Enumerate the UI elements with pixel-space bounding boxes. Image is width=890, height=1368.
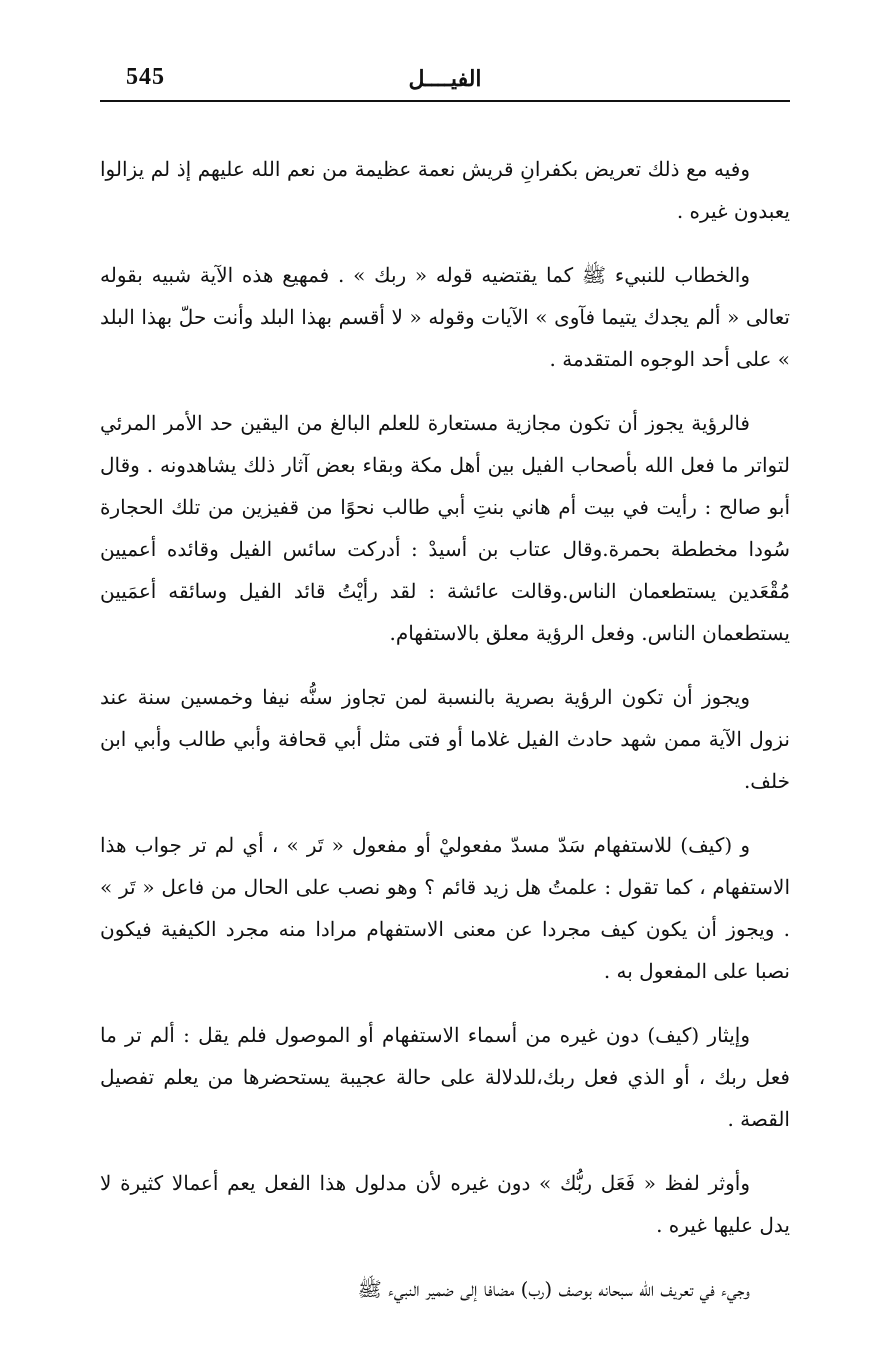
paragraph: وإيثار (كيف) دون غيره من أسماء الاستفهام أو الموصول فلم يقل : ألم تر ما فعل ربك ، أو الذي فعل ربك،للدلالة على حالة عجيبة يستحضرها من يعلم تفصيل القصة . — [100, 1023, 790, 1131]
paragraph: والخطاب للنبيء ﷺ كما يقتضيه قوله « ربك » . فمهيع هذه الآية شبيه بقوله تعالى « ألم يجدك يتيما فآوى » الآيات وقوله « لا أقسم بهذا البلد وأنت حلّ بهذا البلد » على أحد الوجوه المتقدمة . — [100, 263, 790, 371]
header-rule — [100, 100, 790, 102]
running-title: الفيــــل — [408, 66, 482, 92]
paragraph: وفيه مع ذلك تعريض بكفرانِ قريش نعمة عظيمة من نعم الله عليهم إذ لم يزالوا يعبدون غيره . — [100, 157, 790, 223]
paragraph: وجيء في تعريف الله سبحانه بوصف (رب) مضافا إلى ضمير النبيء ﷺ — [357, 1277, 750, 1301]
body-text — [100, 148, 790, 1310]
paragraph: وأوثر لفظ « فَعَل ربُّك » دون غيره لأن مدلول هذا الفعل يعم أعمالا كثيرة لا يدل عليها غيره . — [100, 1171, 790, 1237]
page-number: 545 — [126, 64, 165, 90]
paragraph: و (كيف) للاستفهام سَدّ مسدّ مفعوليْ أو مفعول « تَر » ، أي لم تر جواب هذا الاستفهام ، كما تقول : علمتُ هل زيد قائم ؟ وهو نصب على الحال من فاعل « تَر » . ويجوز أن يكون كيف مجردا عن معنى الاستفهام مرادا منه مجرد الكيفية فيكون نصبا على المفعول به . — [100, 833, 790, 983]
paragraph: فالرؤية يجوز أن تكون مجازية مستعارة للعلم البالغ من اليقين حد الأمر المرئي لتواتر ما فعل الله بأصحاب الفيل بين أهل مكة وبقاء بعض آثار ذلك يشاهدونه . وقال أبو صالح : رأيت في بيت أم هاني بنتِ أبي طالب نحوًا من قفيزين من تلك الحجارة سُودا مخططة بحمرة.وقال عتاب بن أسيدْ : أدركت سائس الفيل وقائده أعميين مُقْعَدين يستطعمان الناس.وقالت عائشة : لقد رأيْتُ قائد الفيل وسائقه أعمَيين يستطعمان الناس. وفعل الرؤية معلق بالاستفهام. — [100, 411, 790, 645]
paragraph: ويجوز أن تكون الرؤية بصرية بالنسبة لمن تجاوز سنُّه نيفا وخمسين سنة عند نزول الآية ممن شهد حادث الفيل غلاما أو فتى مثل أبي قحافة وأبي طالب وأبي ابن خلف. — [100, 685, 790, 793]
page-header — [100, 62, 790, 102]
